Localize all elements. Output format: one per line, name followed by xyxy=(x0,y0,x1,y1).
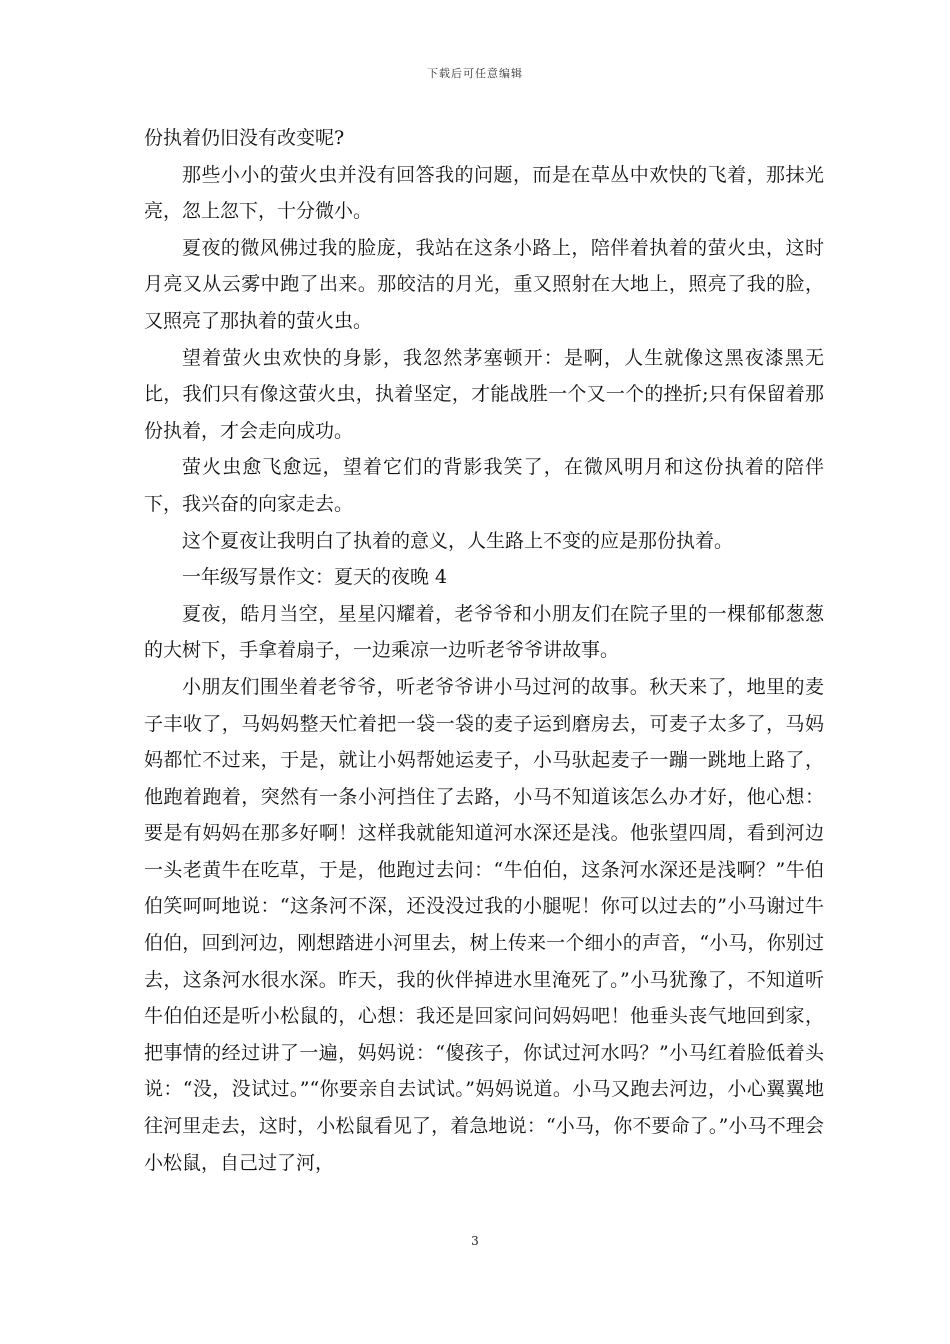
paragraph: 小朋友们围坐着老爷爷，听老爷爷讲小马过河的故事。秋天来了，地里的麦子丰收了，马妈妈整天忙着把一袋一袋的麦子运到磨房去，可麦子太多了，马妈妈都忙不过来，于是，就让小妈帮她运麦子，小马驮起麦子一蹦一跳地上路了，他跑着跑着，突然有一条小河挡住了去路，小马不知道该怎么办才好，他心想：要是有妈妈在那多好啊！这样我就能知道河水深还是浅。他张望四周，看到河边一头老黄牛在吃草，于是，他跑过去问：“牛伯伯，这条河水深还是浅啊？”牛伯伯笑呵呵地说：“这条河不深，还没没过我的小腿呢！你可以过去的”小马谢过牛伯伯，回到河边，刚想踏进小河里去，树上传来一个细小的声音，“小马，你别过去，这条河水很水深。昨天，我的伙伴掉进水里淹死了。”小马犹豫了，不知道听牛伯伯还是听小松鼠的，心想：我还是回家问问妈妈吧！他垂头丧气地回到家，把事情的经过讲了一遍，妈妈说：“傻孩子，你试过河水吗？”小马红着脸低着头说：“没，没试过。”“你要亲自去试试。”妈妈说道。小马又跑去河边，小心翼翼地往河里走去，这时，小松鼠看见了，着急地说：“小马，你不要命了。”小马不理会小松鼠，自己过了河， xyxy=(144,675,824,1174)
paragraph: 望着萤火虫欢快的身影，我忽然茅塞顿开：是啊，人生就像这黑夜漆黑无比，我们只有像这萤火虫，执着坚定，才能战胜一个又一个的挫折;只有保留着那份执着，才会走向成功。 xyxy=(144,346,824,442)
paragraph: 这个夏夜让我明白了执着的意义，人生路上不变的应是那份执着。 xyxy=(182,529,734,552)
paragraph: 萤火虫愈飞愈远，望着它们的背影我笑了，在微风明月和这份执着的陪伴下，我兴奋的向家走去。 xyxy=(144,456,824,515)
page-number: 3 xyxy=(471,1234,479,1248)
page-header: 下载后可任意编辑 xyxy=(427,67,523,80)
section-heading: 一年级写景作文：夏天的夜晚 4 xyxy=(182,566,448,589)
paragraph: 夏夜的微风佛过我的脸庞，我站在这条小路上，陪伴着执着的萤火虫，这时月亮又从云雾中跑了出来。那皎洁的月光，重又照射在大地上，照亮了我的脸，又照亮了那执着的萤火虫。 xyxy=(144,236,824,332)
document-body xyxy=(144,120,824,1181)
paragraph: 夏夜，皓月当空，星星闪耀着，老爷爷和小朋友们在院子里的一棵郁郁葱葱的大树下，手拿着扇子，一边乘凉一边听老爷爷讲故事。 xyxy=(144,602,824,662)
paragraph: 那些小小的萤火虫并没有回答我的问题，而是在草丛中欢快的飞着，那抹光亮，忽上忽下，十分微小。 xyxy=(144,163,824,223)
paragraph-continuation: 份执着仍旧没有改变呢? xyxy=(144,127,345,149)
